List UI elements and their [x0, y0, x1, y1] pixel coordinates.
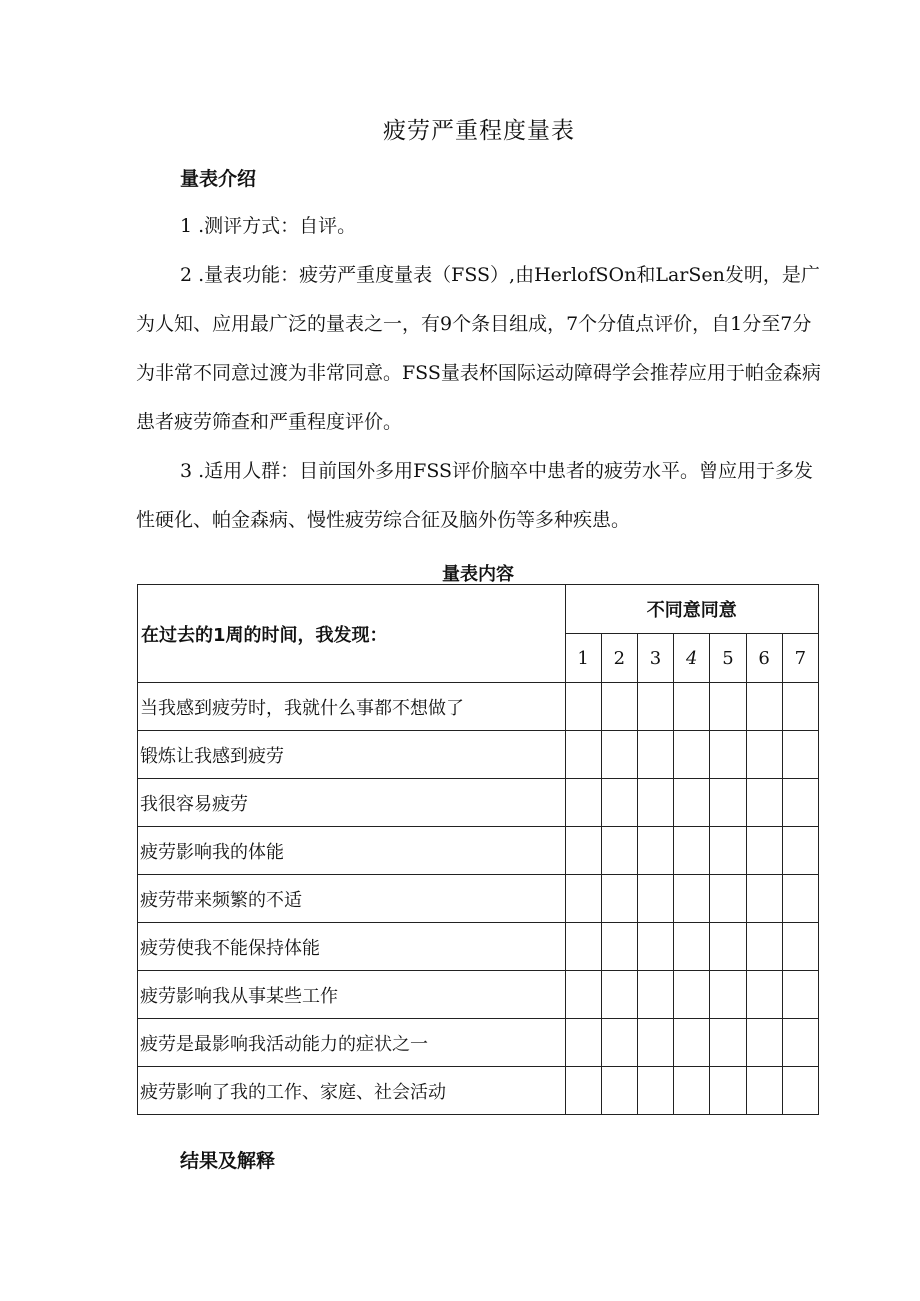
score-cell[interactable]: [565, 923, 601, 971]
score-cell[interactable]: [565, 875, 601, 923]
paragraph-assessment-method: 1 .测评方式：自评。: [180, 215, 357, 237]
score-cell[interactable]: [637, 923, 673, 971]
score-cell[interactable]: [710, 875, 746, 923]
score-cell[interactable]: [782, 1019, 818, 1067]
score-cell[interactable]: [710, 971, 746, 1019]
score-cell[interactable]: [674, 923, 710, 971]
score-cell[interactable]: [710, 683, 746, 731]
intro-heading: 量表介绍: [180, 168, 257, 190]
score-cell[interactable]: [601, 683, 637, 731]
score-cell[interactable]: [674, 1019, 710, 1067]
score-label: 4: [674, 634, 710, 683]
score-cell[interactable]: [637, 779, 673, 827]
score-cell[interactable]: [565, 779, 601, 827]
score-cell[interactable]: [674, 827, 710, 875]
score-cell[interactable]: [746, 923, 782, 971]
score-cell[interactable]: [674, 683, 710, 731]
item-text: 我很容易疲劳: [138, 779, 566, 827]
score-cell[interactable]: [637, 971, 673, 1019]
table-row: [138, 779, 819, 827]
page-title: 疲劳严重程度量表: [383, 118, 575, 144]
item-text: 疲劳影响我的体能: [138, 827, 566, 875]
score-cell[interactable]: [565, 1067, 601, 1115]
score-cell[interactable]: [746, 779, 782, 827]
score-cell[interactable]: [674, 971, 710, 1019]
score-cell[interactable]: [782, 875, 818, 923]
table-row: [138, 731, 819, 779]
score-cell[interactable]: [710, 1067, 746, 1115]
score-cell[interactable]: [565, 827, 601, 875]
score-cell[interactable]: [565, 971, 601, 1019]
score-cell[interactable]: [601, 827, 637, 875]
paragraph-target-population: 3 .适用人群：目前国外多用FSS评价脑卒中患者的疲劳水平。曾应用于多发性硬化、帕金森病、慢性疲劳综合征及脑外伤等多种疾患。: [136, 460, 814, 531]
score-label: 7: [782, 634, 818, 683]
item-text: 疲劳影响我从事某些工作: [138, 971, 566, 1019]
score-cell[interactable]: [782, 683, 818, 731]
score-cell[interactable]: [674, 1067, 710, 1115]
score-cell[interactable]: [710, 1019, 746, 1067]
score-cell[interactable]: [782, 923, 818, 971]
score-cell[interactable]: [710, 923, 746, 971]
table-row: [138, 827, 819, 875]
score-cell[interactable]: [710, 827, 746, 875]
score-cell[interactable]: [601, 1067, 637, 1115]
score-cell[interactable]: [782, 779, 818, 827]
score-cell[interactable]: [637, 875, 673, 923]
score-cell[interactable]: [674, 875, 710, 923]
score-cell[interactable]: [746, 1067, 782, 1115]
score-cell[interactable]: [601, 875, 637, 923]
fss-scale-table: [137, 584, 819, 1115]
score-cell[interactable]: [674, 779, 710, 827]
score-cell[interactable]: [746, 683, 782, 731]
item-text: 疲劳带来频繁的不适: [138, 875, 566, 923]
score-label: 1: [565, 634, 601, 683]
score-cell[interactable]: [674, 731, 710, 779]
score-cell[interactable]: [746, 971, 782, 1019]
score-cell[interactable]: [637, 1067, 673, 1115]
table-row: [138, 1019, 819, 1067]
score-cell[interactable]: [565, 1019, 601, 1067]
score-cell[interactable]: [637, 731, 673, 779]
score-label: 3: [637, 634, 673, 683]
score-cell[interactable]: [565, 683, 601, 731]
score-cell[interactable]: [782, 1067, 818, 1115]
table-header-row: [138, 585, 819, 634]
table-row: [138, 923, 819, 971]
table-caption: 量表内容: [442, 564, 514, 585]
score-cell[interactable]: [782, 827, 818, 875]
score-cell[interactable]: [601, 731, 637, 779]
score-cell[interactable]: [782, 731, 818, 779]
score-label: 6: [746, 634, 782, 683]
score-cell[interactable]: [565, 731, 601, 779]
score-cell[interactable]: [710, 779, 746, 827]
question-header: 在过去的1周的时间，我发现：: [138, 585, 566, 683]
score-cell[interactable]: [637, 827, 673, 875]
score-cell[interactable]: [746, 827, 782, 875]
score-cell[interactable]: [601, 1019, 637, 1067]
score-label: 5: [710, 634, 746, 683]
score-cell[interactable]: [637, 1019, 673, 1067]
score-cell[interactable]: [601, 779, 637, 827]
score-cell[interactable]: [710, 731, 746, 779]
table-row: [138, 683, 819, 731]
score-cell[interactable]: [746, 875, 782, 923]
item-text: 当我感到疲劳时，我就什么事都不想做了: [138, 683, 566, 731]
table-row: [138, 971, 819, 1019]
item-text: 疲劳影响了我的工作、家庭、社会活动: [138, 1067, 566, 1115]
table-row: [138, 875, 819, 923]
paragraph-scale-function: 2 .量表功能：疲劳严重度量表（FSS）,由HerlofSOn和LarSen发明，是广为人知、应用最广泛的量表之一，有9个条目组成，7个分值点评价，自1分至7分为非常不同意过渡为非常同意。FSS量表杯国际运动障碍学会推荐应用于帕金森病患者疲劳筛查和严重程度评价。: [136, 264, 821, 433]
table-row: [138, 1067, 819, 1115]
agreement-header: 不同意同意: [565, 585, 819, 634]
score-cell[interactable]: [637, 683, 673, 731]
score-cell[interactable]: [782, 971, 818, 1019]
item-text: 锻炼让我感到疲劳: [138, 731, 566, 779]
item-text: 疲劳使我不能保持体能: [138, 923, 566, 971]
score-cell[interactable]: [601, 971, 637, 1019]
result-heading: 结果及解释: [180, 1150, 276, 1172]
score-cell[interactable]: [746, 731, 782, 779]
score-cell[interactable]: [601, 923, 637, 971]
score-label: 2: [601, 634, 637, 683]
score-cell[interactable]: [746, 1019, 782, 1067]
item-text: 疲劳是最影响我活动能力的症状之一: [138, 1019, 566, 1067]
